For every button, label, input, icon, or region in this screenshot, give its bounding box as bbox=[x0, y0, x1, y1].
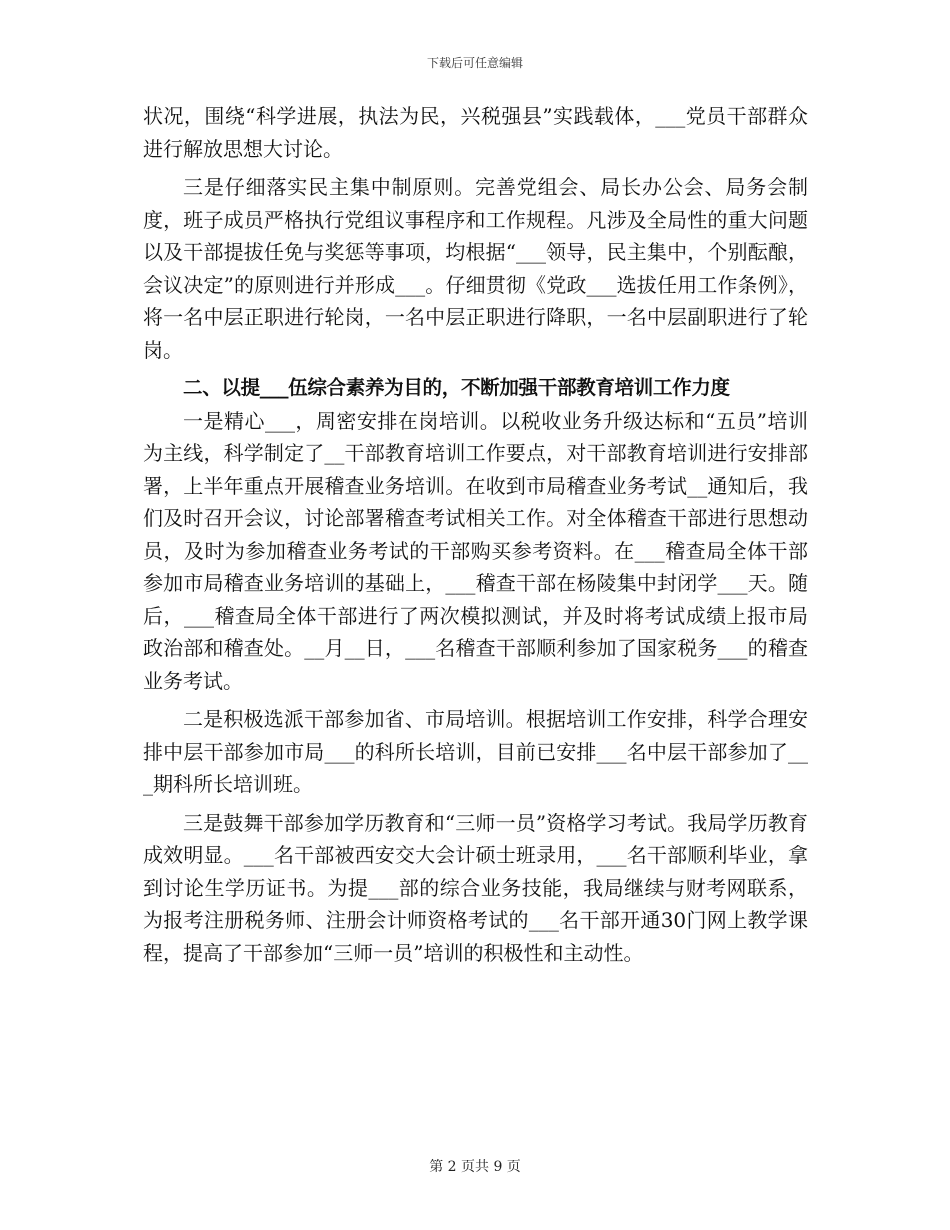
paragraph-education-exams: 三是鼓舞干部参加学历教育和“三师一员”资格学习考试。我局学历教育成效明显。___名干部被西安交大会计硕士班录用，___名干部顺利毕业，拿到讨论生学历证书。为提___部的综合业务技能，我局继续与财考网联系，为报考注册税务师、注册会计师资格考试的___名干部开通30门网上教学课程，提高了干部参加“三师一员”培训的积极性和主动性。 bbox=[143, 810, 808, 965]
page-header: 下载后可任意编辑 bbox=[426, 56, 523, 70]
section-heading: 二、以提___伍综合素养为目的，不断加强干部教育培训工作力度 bbox=[183, 376, 730, 399]
paragraph-continuation: 状况，围绕“科学进展，执法为民，兴税强县”实践载体，___党员干部群众进行解放思想大讨论。 bbox=[143, 104, 808, 161]
page-footer: 第 2 页共 9 页 bbox=[429, 1159, 521, 1175]
paragraph-province-city-training: 二是积极选派干部参加省、市局培训。根据培训工作安排，科学合理安排中层干部参加市局___的科所长培训，目前已安排___名中层干部参加了___期科所长培训班。 bbox=[143, 707, 808, 796]
paragraph-onsite-training: 一是精心___，周密安排在岗培训。以税收业务升级达标和“五员”培训为主线，科学制定了__干部教育培训工作要点，对干部教育培训进行安排部署，上半年重点开展稽查业务培训。在收到市局稽查业务考试__通知后，我们及时召开会议，讨论部署稽查考试相关工作。对全体稽查干部进行思想动员，及时为参加稽查业务考试的干部购买参考资料。在___稽查局全体干部参加市局稽查业务培训的基础上，___稽查干部在杨陵集中封闭学___天。随后，___稽查局全体干部进行了两次模拟测试，并及时将考试成绩上报市局政治部和稽查处。__月__日，___名稽查干部顺利参加了国家税务___的稽查业务考试。 bbox=[143, 408, 808, 693]
paragraph-democratic-centralism: 三是仔细落实民主集中制原则。完善党组会、局长办公会、局务会制度，班子成员严格执行党组议事程序和工作规程。凡涉及全局性的重大问题以及干部提拔任免与奖惩等事项，均根据“___领导，民主集中，个别酝酿，会议决定”的原则进行并形成___。仔细贯彻《党政___选拔任用工作条例》，将一名中层正职进行轮岗，一名中层正职进行降职，一名中层副职进行了轮岗。 bbox=[143, 175, 808, 362]
document-body bbox=[143, 100, 808, 969]
